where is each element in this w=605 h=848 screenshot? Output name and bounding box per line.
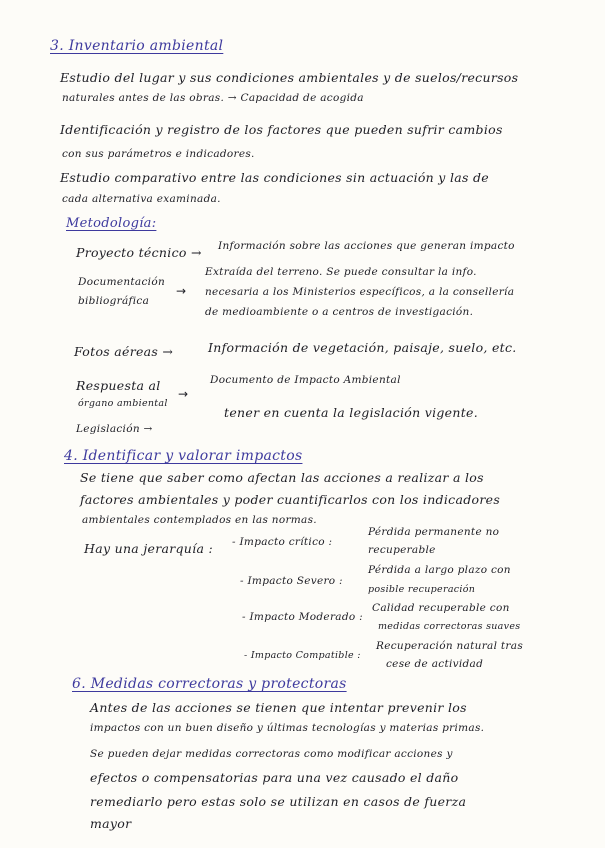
sec6-line-1: Antes de las acciones se tienen que intentar prevenir los	[90, 700, 467, 715]
respuesta-arrow: →	[178, 387, 189, 401]
section-4-title: 4. Identificar y valorar impactos	[64, 448, 303, 464]
impacto-critico-label: - Impacto crítico :	[232, 536, 333, 548]
impacto-severo-text-1: Pérdida a largo plazo con	[368, 564, 511, 576]
doc-label-2: bibliográfica	[78, 295, 150, 307]
respuesta-label-1: Respuesta al	[76, 378, 161, 393]
sec3-line-5: Estudio comparativo entre las condiciones sin actuación y las de	[60, 170, 489, 185]
sec3-line-4: con sus parámetros e indicadores.	[62, 148, 255, 160]
sec6-line-4: efectos o compensatorias para una vez causado el daño	[90, 770, 459, 785]
sec3-line-2: naturales antes de las obras. → Capacidad de acogida	[62, 92, 364, 104]
doc-text-1: Extraída del terreno. Se puede consultar la info.	[205, 266, 477, 278]
sec4-line-1: Se tiene que saber como afectan las acciones a realizar a los	[80, 470, 484, 485]
impacto-compatible-text-2: cese de actividad	[386, 658, 484, 670]
doc-text-2: necesaria a los Ministerios específicos, a la consellería	[205, 286, 515, 298]
impacto-severo-text-2: posible recuperación	[368, 584, 476, 595]
sec3-line-1: Estudio del lugar y sus condiciones ambientales y de suelos/recursos	[60, 70, 519, 85]
impacto-compatible-label: - Impacto Compatible :	[244, 650, 361, 661]
impacto-critico-text-2: recuperable	[368, 544, 436, 556]
sec3-line-6: cada alternativa examinada.	[62, 193, 221, 205]
legislacion-label: Legislación →	[76, 423, 153, 435]
sec4-line-3: ambientales contemplados en las normas.	[82, 514, 317, 526]
impacto-critico-text-1: Pérdida permanente no	[368, 526, 500, 538]
fotos-label: Fotos aéreas →	[74, 344, 174, 359]
legislacion-text: tener en cuenta la legislación vigente.	[224, 405, 479, 420]
sec6-line-6: mayor	[90, 816, 132, 831]
sec6-line-2: impactos con un buen diseño y últimas tecnologías y materias primas.	[90, 722, 485, 734]
proyecto-text: Información sobre las acciones que generan impacto	[218, 240, 515, 252]
section-6-title: 6. Medidas correctoras y protectoras	[72, 676, 347, 692]
respuesta-text: Documento de Impacto Ambiental	[210, 374, 401, 386]
metodologia-title: Metodología:	[66, 216, 157, 231]
doc-text-3: de medioambiente o a centros de investigación.	[205, 306, 474, 318]
section-3-title: 3. Inventario ambiental	[50, 38, 224, 54]
impacto-compatible-text-1: Recuperación natural tras	[376, 640, 524, 652]
impacto-moderado-label: - Impacto Moderado :	[242, 611, 363, 623]
doc-label-1: Documentación	[78, 276, 166, 288]
jerarquia-label: Hay una jerarquía :	[84, 541, 213, 556]
impacto-severo-label: - Impacto Severo :	[240, 575, 343, 587]
doc-arrow: →	[176, 284, 187, 298]
respuesta-label-2: órgano ambiental	[78, 398, 168, 409]
impacto-moderado-text-1: Calidad recuperable con	[372, 602, 510, 614]
fotos-text: Información de vegetación, paisaje, suelo, etc.	[208, 340, 517, 355]
impacto-moderado-text-2: medidas correctoras suaves	[378, 621, 521, 632]
sec6-line-5: remediarlo pero estas solo se utilizan en casos de fuerza	[90, 794, 467, 809]
sec6-line-3: Se pueden dejar medidas correctoras como modificar acciones y	[90, 748, 453, 760]
sec4-line-2: factores ambientales y poder cuantificarlos con los indicadores	[80, 492, 501, 507]
sec3-line-3: Identificación y registro de los factores que pueden sufrir cambios	[60, 122, 503, 137]
proyecto-label: Proyecto técnico →	[76, 245, 202, 260]
